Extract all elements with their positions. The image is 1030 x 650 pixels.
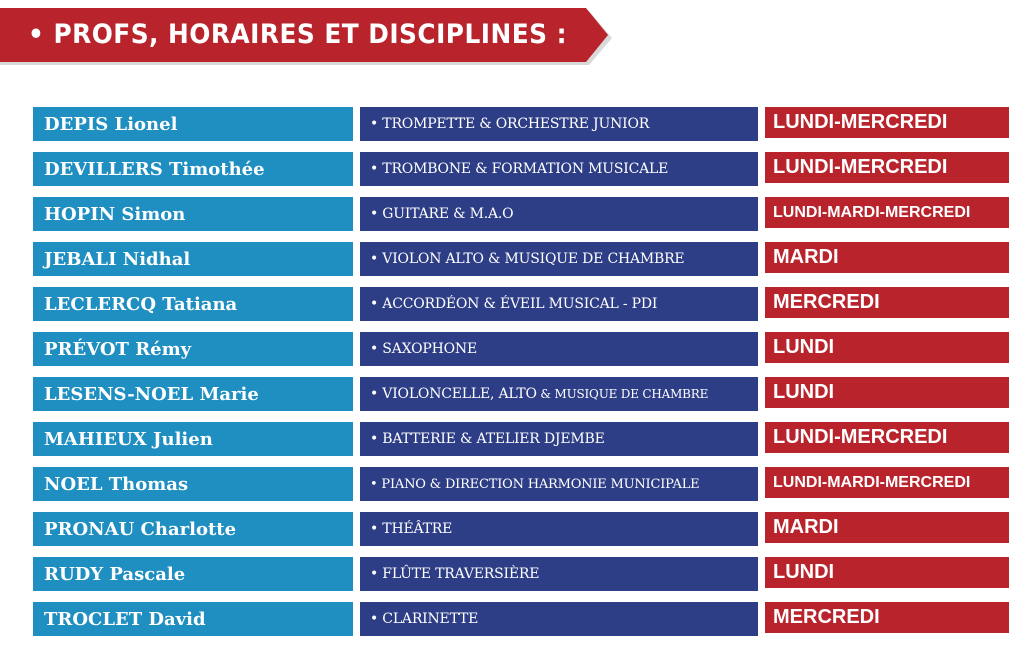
table-row bbox=[0, 467, 1030, 501]
days: LUNDI bbox=[765, 557, 1009, 591]
discipline-main: • VIOLONCELLE, ALTO bbox=[370, 386, 537, 402]
discipline bbox=[360, 377, 758, 411]
teacher-name: MAHIEUX Julien bbox=[33, 422, 353, 456]
teacher-name: DEPIS Lionel bbox=[33, 107, 353, 141]
teacher-name: NOEL Thomas bbox=[33, 467, 353, 501]
days: LUNDI-MARDI-MERCREDI bbox=[765, 197, 1009, 231]
days: MARDI bbox=[765, 242, 1009, 276]
discipline: • FLÛTE TRAVERSIÈRE bbox=[360, 557, 758, 591]
teacher-name: TROCLET David bbox=[33, 602, 353, 636]
teacher-name: HOPIN Simon bbox=[33, 197, 353, 231]
days: LUNDI-MARDI-MERCREDI bbox=[765, 467, 1009, 501]
discipline: • THÉÂTRE bbox=[360, 512, 758, 546]
table-row bbox=[0, 512, 1030, 546]
days: LUNDI-MERCREDI bbox=[765, 152, 1009, 186]
table-row bbox=[0, 242, 1030, 276]
table-row bbox=[0, 107, 1030, 141]
teacher-name: PRONAU Charlotte bbox=[33, 512, 353, 546]
discipline: • SAXOPHONE bbox=[360, 332, 758, 366]
table-row bbox=[0, 287, 1030, 321]
teacher-name: JEBALI Nidhal bbox=[33, 242, 353, 276]
discipline: • TROMBONE & FORMATION MUSICALE bbox=[360, 152, 758, 186]
discipline: • ACCORDÉON & ÉVEIL MUSICAL - PDI bbox=[360, 287, 758, 321]
discipline: • PIANO & DIRECTION HARMONIE MUNICIPALE bbox=[360, 467, 758, 501]
table-row bbox=[0, 557, 1030, 591]
table-row bbox=[0, 422, 1030, 456]
table-row bbox=[0, 152, 1030, 186]
days: LUNDI-MERCREDI bbox=[765, 107, 1009, 141]
days: LUNDI bbox=[765, 332, 1009, 366]
page-title: • PROFS, HORAIRES ET DISCIPLINES : bbox=[28, 19, 567, 50]
discipline: • BATTERIE & ATELIER DJEMBE bbox=[360, 422, 758, 456]
table-row bbox=[0, 602, 1030, 636]
teacher-name: PRÉVOT Rémy bbox=[33, 332, 353, 366]
discipline: • VIOLON ALTO & MUSIQUE DE CHAMBRE bbox=[360, 242, 758, 276]
days: MARDI bbox=[765, 512, 1009, 546]
discipline-small: & MUSIQUE DE CHAMBRE bbox=[536, 387, 709, 401]
days: LUNDI-MERCREDI bbox=[765, 422, 1009, 456]
teacher-name: LECLERCQ Tatiana bbox=[33, 287, 353, 321]
discipline: • TROMPETTE & ORCHESTRE JUNIOR bbox=[360, 107, 758, 141]
days: MERCREDI bbox=[765, 287, 1009, 321]
days: MERCREDI bbox=[765, 602, 1009, 636]
teacher-name: RUDY Pascale bbox=[33, 557, 353, 591]
discipline: • GUITARE & M.A.O bbox=[360, 197, 758, 231]
table-row bbox=[0, 197, 1030, 231]
table-row bbox=[0, 377, 1030, 411]
discipline: • CLARINETTE bbox=[360, 602, 758, 636]
teacher-name: LESENS-NOEL Marie bbox=[33, 377, 353, 411]
teacher-name: DEVILLERS Timothée bbox=[33, 152, 353, 186]
days: LUNDI bbox=[765, 377, 1009, 411]
table-row bbox=[0, 332, 1030, 366]
